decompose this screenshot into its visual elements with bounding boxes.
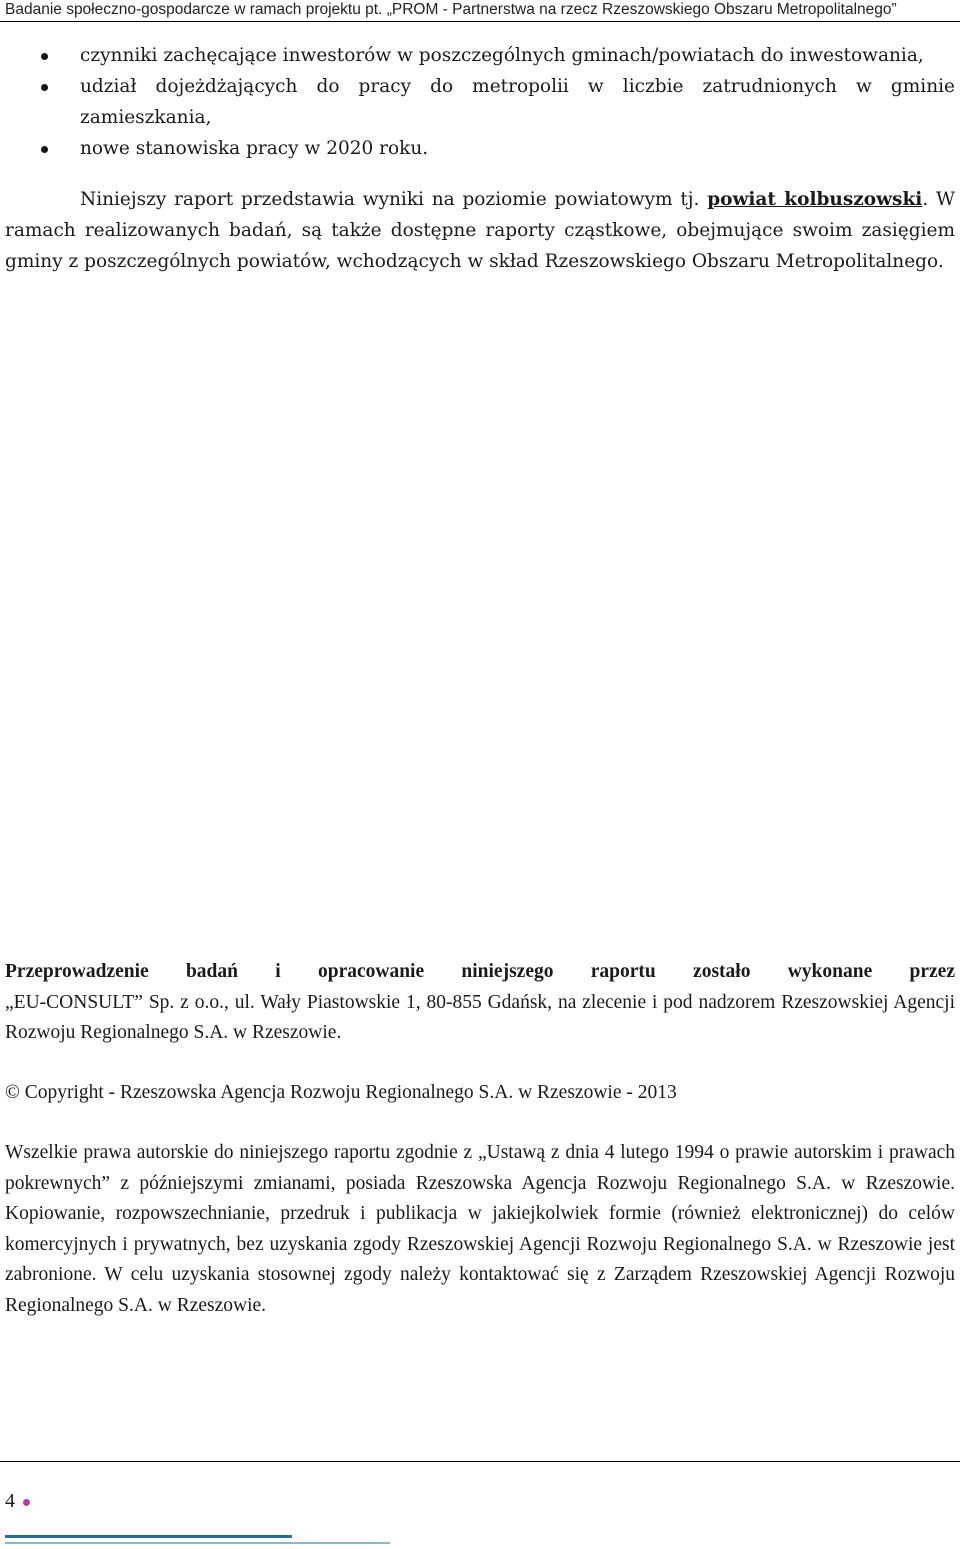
page-dot-icon: [23, 1499, 30, 1506]
bullet-icon: [41, 146, 48, 153]
page-number: 4: [5, 1490, 15, 1512]
bullet-icon: [41, 53, 48, 60]
running-header: Badanie społeczno-gospodarcze w ramach projektu pt. „PROM - Partnerstwa na rzecz Rzeszowskiego Obszaru Metropolitalnego”: [0, 0, 960, 22]
bullet-icon: [41, 84, 48, 91]
list-item: [0, 133, 955, 164]
list-item-text: czynniki zachęcające inwestorów w poszczególnych gminach/powiatach do inwestowania,: [80, 45, 924, 66]
credits-heading: Przeprowadzenie badań i opracowanie niniejszego raportu zostało wykonane przez: [5, 961, 955, 982]
intro-text-end: . W ramach realizowanych badań, są także dostępne raporty cząstkowe, obejmujące swoim zasięgiem gminy z poszczególnych powiatów, wchodzących w skład Rzeszowskiego Obszaru Metropolitalnego.: [5, 189, 955, 272]
footer-bar-dark: [5, 1535, 292, 1538]
list-item: [0, 71, 955, 133]
list-item-text: nowe stanowiska pracy w 2020 roku.: [80, 138, 429, 159]
list-item: [0, 40, 955, 71]
powiat-name: powiat kolbuszowski: [707, 189, 923, 210]
credits-text: „EU-CONSULT” Sp. z o.o., ul. Wały Piastowskie 1, 80-855 Gdańsk, na zlecenie i pod nadzorem Rzeszowskiej Agencji Rozwoju Regionalnego S.A. w Rzeszowie.: [5, 991, 955, 1043]
intro-text-start: Niniejszy raport przedstawia wyniki na poziomie powiatowym tj.: [80, 189, 708, 210]
footer-divider: [0, 1461, 960, 1462]
intro-paragraph: [5, 184, 955, 277]
credits-paragraph: [5, 957, 955, 1049]
copyright-notice: © Copyright - Rzeszowska Agencja Rozwoju Regionalnego S.A. w Rzeszowie - 2013: [5, 1082, 677, 1103]
footer-bar-light: [5, 1542, 390, 1544]
list-item-text: udział dojeżdżających do pracy do metropolii w liczbie zatrudnionych w gminie zamieszkania,: [80, 76, 955, 128]
rights-paragraph: Wszelkie prawa autorskie do niniejszego raportu zgodnie z „Ustawą z dnia 4 lutego 1994 o prawie autorskim i prawach pokrewnych” z późniejszymi zmianami, posiada Rzeszowska Agencja Rozwoju Regionalnego S.A. w Rzeszowie. Kopiowanie, rozpowszechnianie, przedruk i publikacja w jakiejkolwiek formie (również elektronicznej) do celów komercyjnych i prywatnych, bez uzyskania zgody Rzeszowskiej Agencji Rozwoju Regionalnego S.A. w Rzeszowie jest zabronione. W celu uzyskania stosownej zgody należy kontaktować się z Zarządem Rzeszowskiej Agencji Rozwoju Regionalnego S.A. w Rzeszowie.: [5, 1142, 955, 1316]
bullet-list: [0, 40, 955, 164]
